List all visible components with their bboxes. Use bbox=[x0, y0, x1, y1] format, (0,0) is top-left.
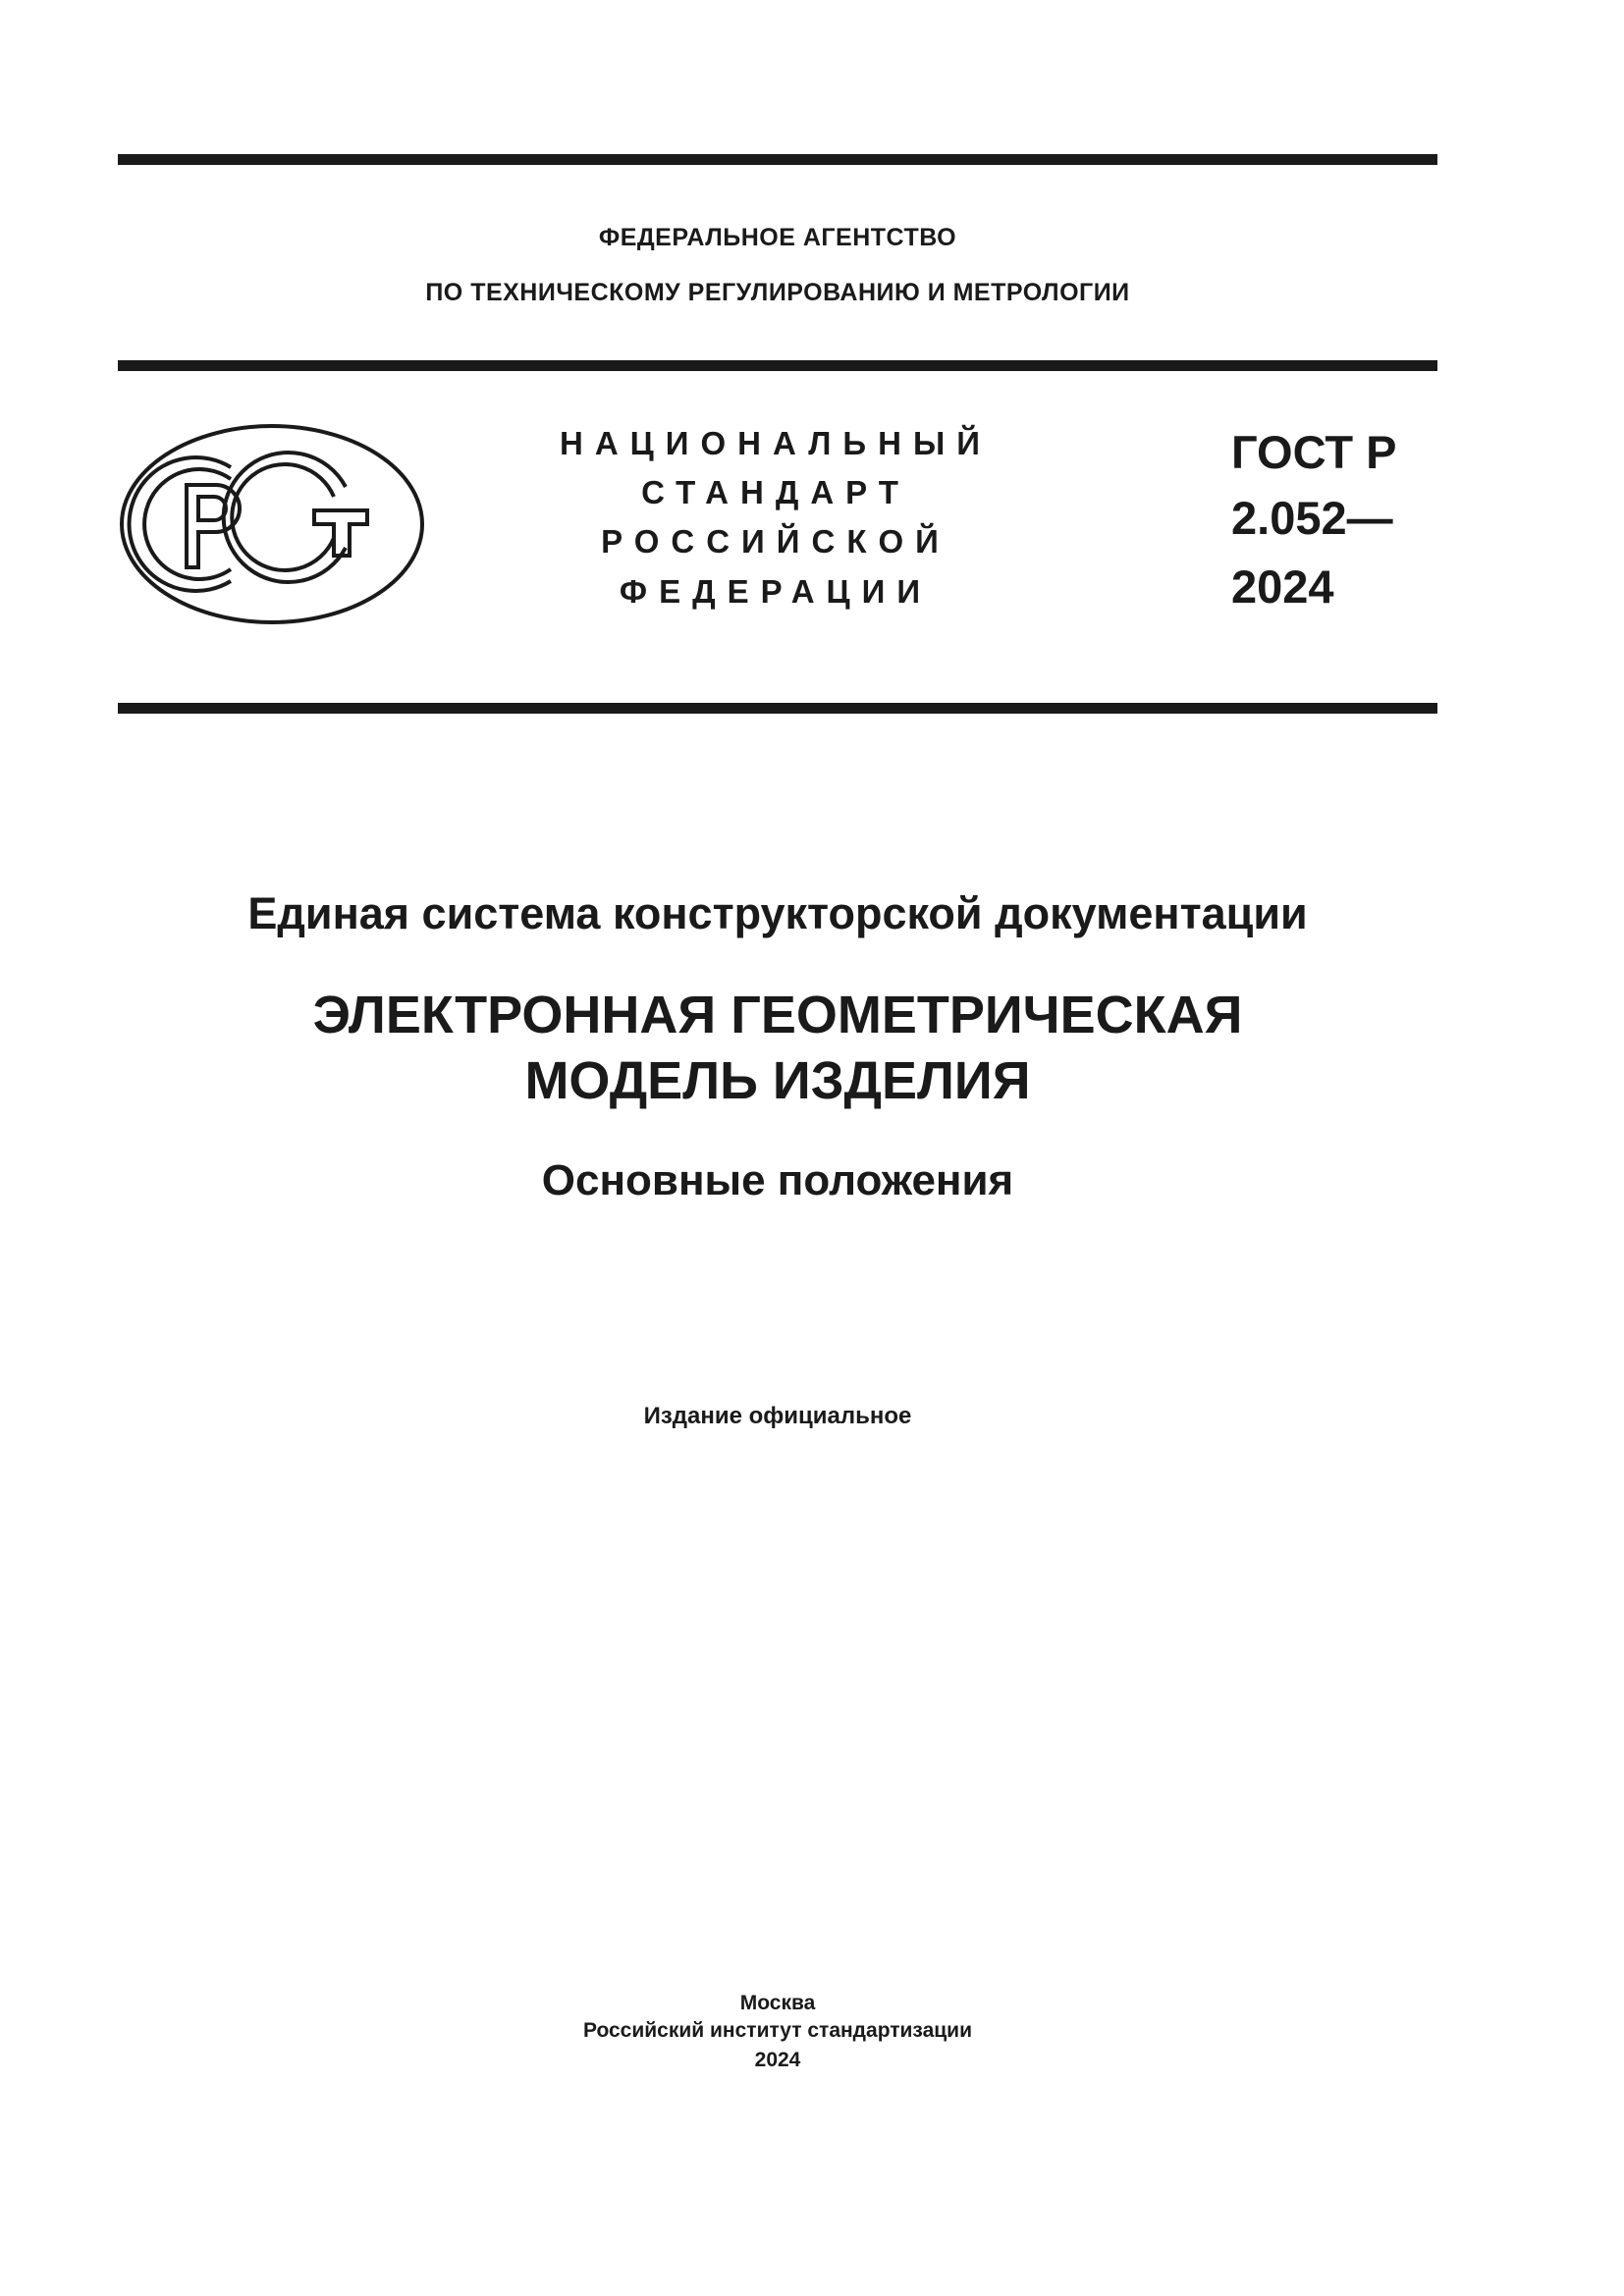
imprint-year: 2024 bbox=[754, 2049, 801, 2071]
designation-line-2: 2.052— bbox=[1231, 492, 1393, 544]
designation-line-1: ГОСТ Р bbox=[1231, 426, 1397, 478]
agency-line-2: ПО ТЕХНИЧЕСКОМУ РЕГУЛИРОВАНИЮ И МЕТРОЛОГИИ bbox=[425, 279, 1130, 306]
standard-type-line-4: ФЕДЕРАЦИИ bbox=[619, 573, 933, 610]
standard-type-line-2: СТАНДАРТ bbox=[641, 474, 910, 510]
edition-label: Издание официальное bbox=[643, 1403, 912, 1429]
agency-line-1: ФЕДЕРАЛЬНОЕ АГЕНТСТВО bbox=[598, 224, 957, 251]
agency-rule bbox=[118, 360, 1437, 371]
imprint-publisher: Российский институт стандартизации bbox=[582, 2019, 973, 2042]
document-series: Единая система конструкторской документации bbox=[247, 888, 1308, 938]
rst-certification-mark-icon bbox=[118, 422, 426, 626]
standard-type-line-1: НАЦИОНАЛЬНЫЙ bbox=[560, 425, 992, 461]
designation-line-3: 2024 bbox=[1231, 561, 1334, 613]
top-rule bbox=[118, 154, 1437, 165]
document-title-line-1: ЭЛЕКТРОННАЯ ГЕОМЕТРИЧЕСКАЯ bbox=[312, 986, 1243, 1044]
header-bottom-rule bbox=[118, 703, 1437, 714]
document-subtitle: Основные положения bbox=[541, 1156, 1014, 1204]
document-title-line-2: МОДЕЛЬ ИЗДЕЛИЯ bbox=[524, 1051, 1031, 1110]
standard-type-line-3: РОССИЙСКОЙ bbox=[601, 523, 950, 560]
imprint-city: Москва bbox=[739, 1992, 816, 2014]
